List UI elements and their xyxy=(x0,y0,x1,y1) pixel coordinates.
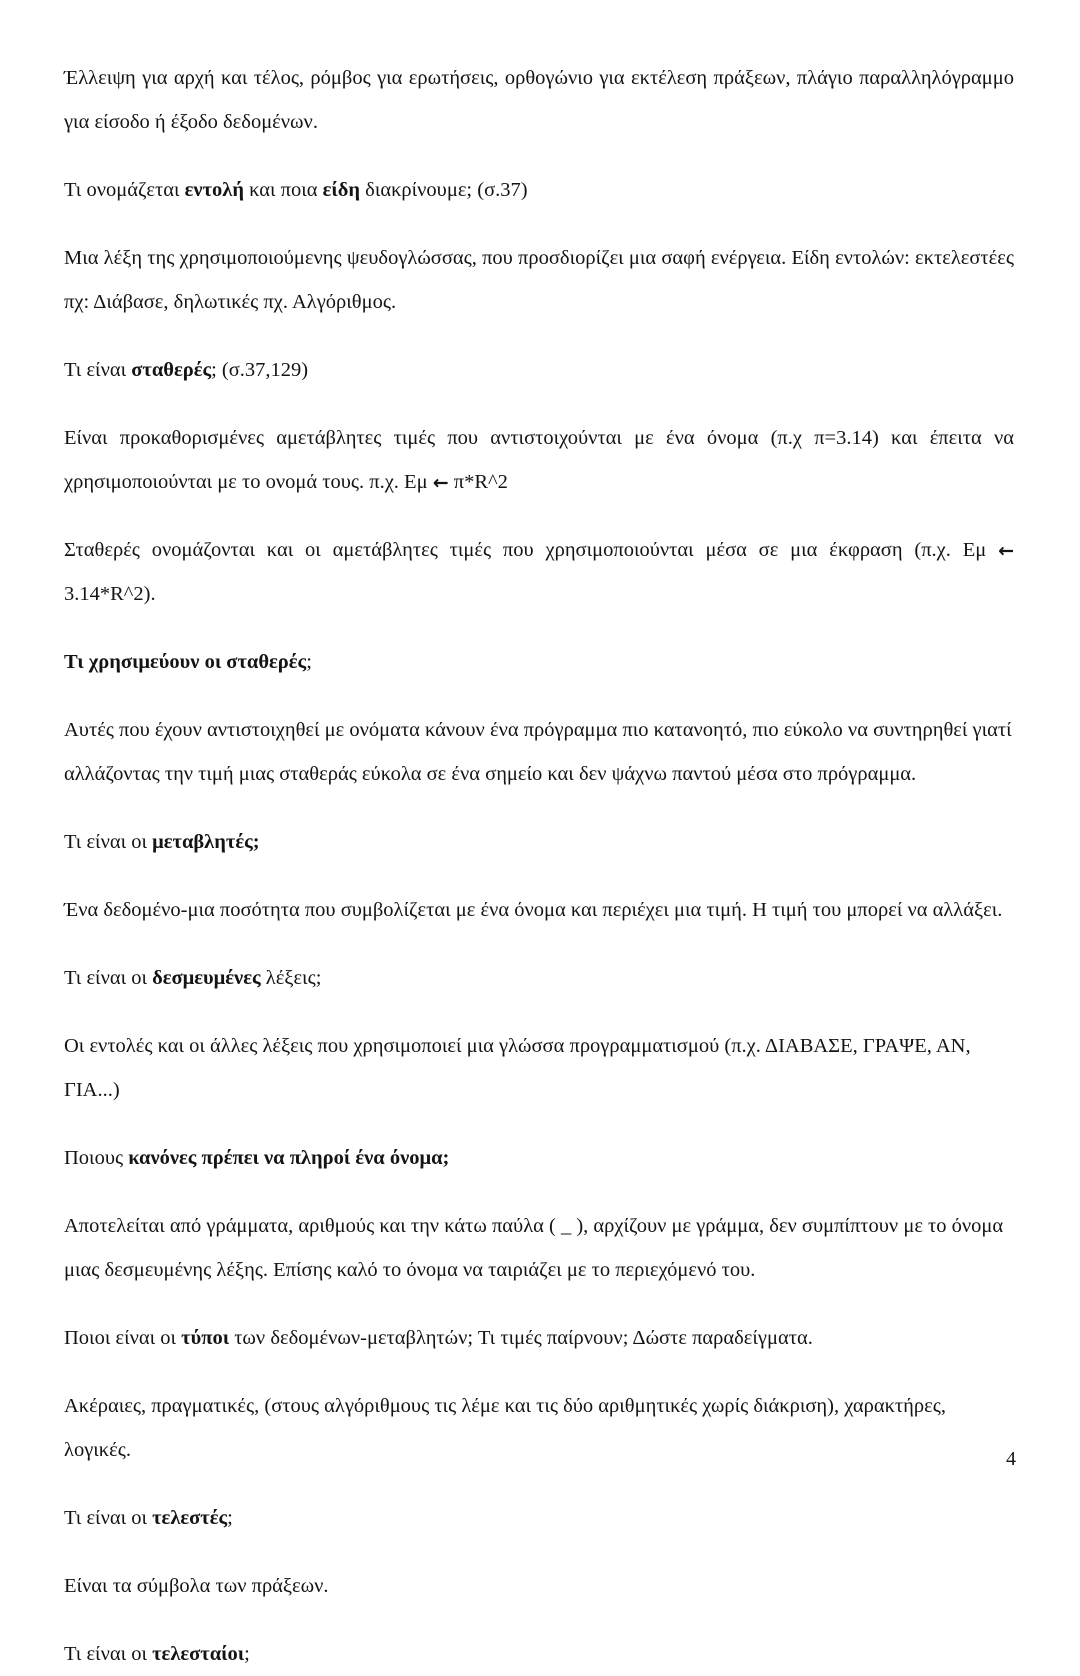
emphasis-text: τελεστές xyxy=(152,1507,228,1529)
paragraph xyxy=(64,708,1014,796)
page-number: 4 xyxy=(1006,1448,1016,1470)
body-text: διακρίνουμε; (σ.37) xyxy=(360,179,528,201)
body-text: ; xyxy=(244,1643,250,1665)
paragraph xyxy=(64,528,1014,616)
paragraph xyxy=(64,1024,1014,1112)
left-arrow-icon: ← xyxy=(998,540,1014,562)
document-body xyxy=(64,56,1014,1676)
body-text: Τι είναι οι xyxy=(64,831,153,853)
emphasis-text: τύποι xyxy=(181,1327,230,1349)
paragraph xyxy=(64,1384,1014,1472)
body-text: Ακέραιες, πραγματικές, (στους αλγόριθμους τις λέμε και τις δύο αριθμητικές χωρίς διάκριση), χαρακτήρες, λογικές. xyxy=(64,1395,946,1461)
paragraph xyxy=(64,956,1014,1000)
paragraph xyxy=(64,1204,1014,1292)
emphasis-text: είδη xyxy=(322,179,361,201)
body-text: Είναι τα σύμβολα των πράξεων. xyxy=(64,1575,329,1597)
emphasis-text: σταθερές xyxy=(131,359,212,381)
body-text: λέξεις; xyxy=(260,967,322,989)
paragraph xyxy=(64,348,1014,392)
body-text: 3.14*R^2). xyxy=(64,583,156,605)
emphasis-text: κανόνες πρέπει να πληροί ένα όνομα; xyxy=(128,1147,450,1169)
body-text: ; xyxy=(227,1507,233,1529)
paragraph xyxy=(64,236,1014,324)
body-text: Αποτελείται από γράμματα, αριθμούς και την κάτω παύλα ( _ ), αρχίζουν με γράμμα, δεν συμπίπτουν με το όνομα μιας δεσμευμένης λέξης. Επίσης καλό το όνομα να ταιριάζει με το περιεχόμενό του. xyxy=(64,1215,1004,1281)
paragraph xyxy=(64,1632,1014,1676)
body-text: Μια λέξη της χρησιμοποιούμενης ψευδογλώσσας, που προσδιορίζει μια σαφή ενέργεια. Είδη εντολών: εκτελεστέες πχ: Διάβασε, δηλωτικές πχ. Αλγόριθμος. xyxy=(64,247,1014,313)
paragraph xyxy=(64,1136,1014,1180)
body-text: Είναι προκαθορισμένες αμετάβλητες τιμές που αντιστοιχούνται με ένα όνομα (π.χ π=3.14) και έπειτα να χρησιμοποιούνται με το ονομά τους. π.χ. Εμ xyxy=(64,427,1014,493)
body-text: Τι είναι οι xyxy=(64,1643,153,1665)
paragraph xyxy=(64,416,1014,504)
emphasis-text: δεσμευμένες xyxy=(152,967,261,989)
body-text: ; (σ.37,129) xyxy=(211,359,309,381)
left-arrow-icon: ← xyxy=(432,472,449,494)
body-text: Τι είναι οι xyxy=(64,1507,153,1529)
body-text: π*R^2 xyxy=(448,471,508,493)
body-text: Οι εντολές και οι άλλες λέξεις που χρησιμοποιεί μια γλώσσα προγραμματισμού (π.χ. ΔΙΑΒΑΣΕ, ΓΡΑΨΕ, ΑΝ, ΓΙΑ...) xyxy=(64,1035,971,1101)
body-text: Αυτές που έχουν αντιστοιχηθεί με ονόματα κάνουν ένα πρόγραμμα πιο κατανοητό, πιο εύκολο να συντηρηθεί γιατί αλλάζοντας την τιμή μιας σταθεράς εύκολα σε ένα σημείο και δεν ψάχνω παντού μέσα στο πρόγραμμα. xyxy=(64,719,1012,785)
emphasis-text: μεταβλητές; xyxy=(152,831,260,853)
body-text: Τι είναι οι xyxy=(64,967,153,989)
emphasis-text: εντολή xyxy=(184,179,244,201)
emphasis-text: Τι χρησιμεύουν οι σταθερές xyxy=(64,651,307,673)
body-text: Ένα δεδομένο-μια ποσότητα που συμβολίζεται με ένα όνομα και περιέχει μια τιμή. Η τιμή του μπορεί να αλλάξει. xyxy=(64,899,1003,921)
paragraph xyxy=(64,888,1014,932)
body-text: Έλλειψη για αρχή και τέλος, ρόμβος για ερωτήσεις, ορθογώνιο για εκτέλεση πράξεων, πλάγιο παραλληλόγραμμο για είσοδο ή έξοδο δεδομένων. xyxy=(64,67,1014,133)
paragraph xyxy=(64,1564,1014,1608)
body-text: ; xyxy=(306,651,312,673)
paragraph xyxy=(64,640,1014,684)
body-text: των δεδομένων-μεταβλητών; Τι τιμές παίρνουν; Δώστε παραδείγματα. xyxy=(229,1327,813,1349)
paragraph xyxy=(64,1316,1014,1360)
body-text: Τι είναι xyxy=(64,359,132,381)
body-text: Ποιοι είναι οι xyxy=(64,1327,182,1349)
body-text: Σταθερές ονομάζονται και οι αμετάβλητες τιμές που χρησιμοποιούνται μέσα σε μια έκφραση (π.χ. Εμ xyxy=(64,539,999,561)
paragraph xyxy=(64,1496,1014,1540)
paragraph xyxy=(64,168,1014,212)
body-text: Ποιους xyxy=(64,1147,129,1169)
paragraph xyxy=(64,56,1014,144)
emphasis-text: τελεσταίοι xyxy=(152,1643,245,1665)
body-text: Τι ονομάζεται xyxy=(64,179,185,201)
paragraph xyxy=(64,820,1014,864)
body-text: και ποια xyxy=(244,179,323,201)
